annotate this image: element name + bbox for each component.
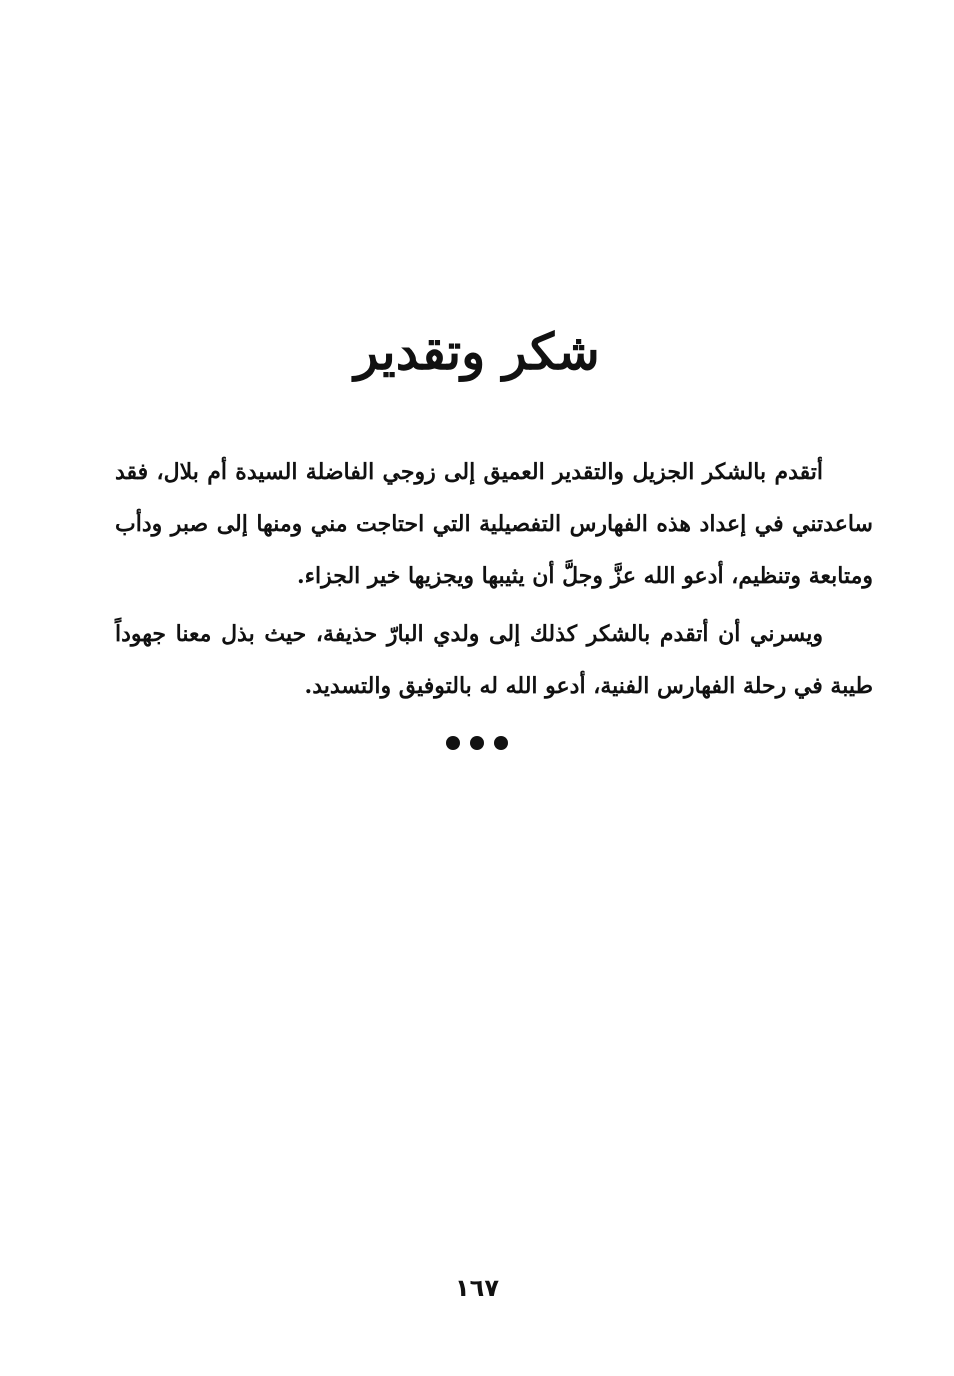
separator-dot-icon bbox=[470, 736, 484, 750]
acknowledgement-body bbox=[115, 446, 873, 712]
section-separator bbox=[0, 736, 954, 750]
page-title: شكر وتقدير bbox=[354, 322, 600, 381]
paragraph-son-thanks: ويسرني أن أتقدم بالشكر كذلك إلى ولدي البارّ حذيفة، حيث بذل معنا جهوداً طيبة في رحلة الفهارس الفنية، أدعو الله له بالتوفيق والتسديد. bbox=[115, 621, 873, 699]
page-number: ١٦٧ bbox=[455, 1274, 499, 1302]
separator-dot-icon bbox=[446, 736, 460, 750]
paragraph-wife-thanks: أتقدم بالشكر الجزيل والتقدير العميق إلى زوجي الفاضلة السيدة أم بلال، فقد ساعدتني في إعداد هذه الفهارس التفصيلية التي احتاجت مني ومنها إلى صبر ودأب ومتابعة وتنظيم، أدعو الله عزَّ وجلَّ أن يثيبها ويجزيها خير الجزاء. bbox=[115, 459, 873, 589]
separator-dot-icon bbox=[494, 736, 508, 750]
